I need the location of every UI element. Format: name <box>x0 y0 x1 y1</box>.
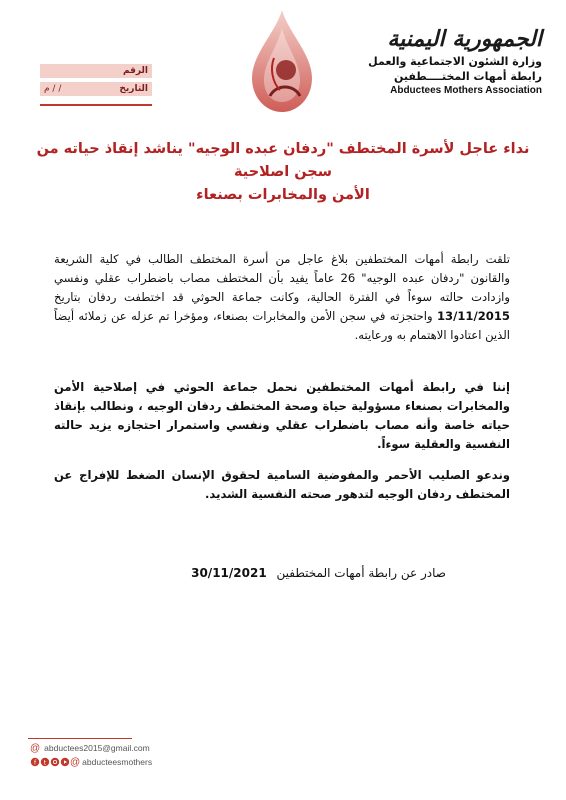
social-icons-group <box>30 757 70 767</box>
title-line-1: نداء عاجل لأسرة المختطف "ردفان عبده الوجيه" يناشد إنقاذ حياته من سجن اصلاحية <box>36 141 530 180</box>
issued-by-text: صادر عن رابطة أمهات المختطفين <box>276 566 446 580</box>
date-row <box>40 82 152 96</box>
date-placeholder: / / م <box>44 84 62 94</box>
title-line-2: الأمن والمخابرات بصنعاء <box>196 187 370 203</box>
paragraph-1-text-b: واحتجزته في سجن الأمن والمخابرات بصنعاء، ومؤخرا تم عزله عن زملائه أيضاً الذين اعتادوا الاهتمام به ورعايته. <box>54 309 510 342</box>
social-icons <box>30 757 70 767</box>
association-logo <box>236 6 328 118</box>
association-name: رابطة أمهات المختــــطفين <box>393 70 542 83</box>
email-text: abductees2015@gmail.com <box>44 743 150 753</box>
organization-block <box>342 26 542 97</box>
ministry-name: وزارة الشئون الاجتماعية والعمل <box>368 55 542 68</box>
republic-calligraphy: الجمهورية اليمنية <box>387 26 542 52</box>
footer-email[interactable] <box>30 742 150 754</box>
document-title <box>30 138 536 207</box>
date-label: التاريخ <box>119 84 148 94</box>
reference-number-label: الرقم <box>122 66 148 76</box>
svg-text:f: f <box>33 759 37 767</box>
social-handle: abducteesmothers <box>82 757 153 767</box>
svg-text:t: t <box>43 759 47 767</box>
paragraph-1 <box>54 250 510 345</box>
letterhead <box>0 0 566 120</box>
paragraph-2: إننا في رابطة أمهات المختطفين نحمل جماعة الحوثي في إصلاحية الأمن والمخابرات بصنعاء مسؤولية حياة وصحة المختطف ردفان الوجيه ، ونطالب بإنقاذ حياته خاصة وأنه مصاب باضطراب عقلي ونفسي واستمرار احتجازه يزيد حالته النفسية والعقلية سوءاً. <box>54 380 510 451</box>
instagram-icon <box>51 758 59 766</box>
issued-by-line <box>191 566 446 580</box>
paragraph-1-text-a: تلقت رابطة أمهات المختطفين بلاغ عاجل من أسرة المختطف الطالب في كلية الشريعة والقانون "ردفان عبده الوجيه" 26 عاماً يفيد بأن المختطف مصاب باضطراب عقلي ونفسي وازدادت حالته سوءاً في الفترة الحالية، وكانت جماعة الحوثي قد اختطفت ردفان بتاريخ <box>54 252 510 304</box>
header-divider <box>40 104 152 106</box>
at-icon: @ <box>30 742 41 754</box>
paragraph-3: وندعو الصليب الأحمر والمفوضية السامية لحقوق الإنسان الضغط للإفراج عن المختطف ردفان الوجيه لتدهور صحته النفسية الشديد. <box>54 468 510 501</box>
association-name-english: Abductees Mothers Association <box>390 85 542 96</box>
footer-social[interactable] <box>30 756 152 768</box>
reference-fields <box>40 64 152 100</box>
at-icon-2: @ <box>70 756 81 768</box>
abduction-date: 13/11/2015 <box>436 309 510 323</box>
issued-date: 30/11/2021 <box>191 566 267 580</box>
footer-divider <box>28 738 132 739</box>
reference-number-row <box>40 64 152 78</box>
